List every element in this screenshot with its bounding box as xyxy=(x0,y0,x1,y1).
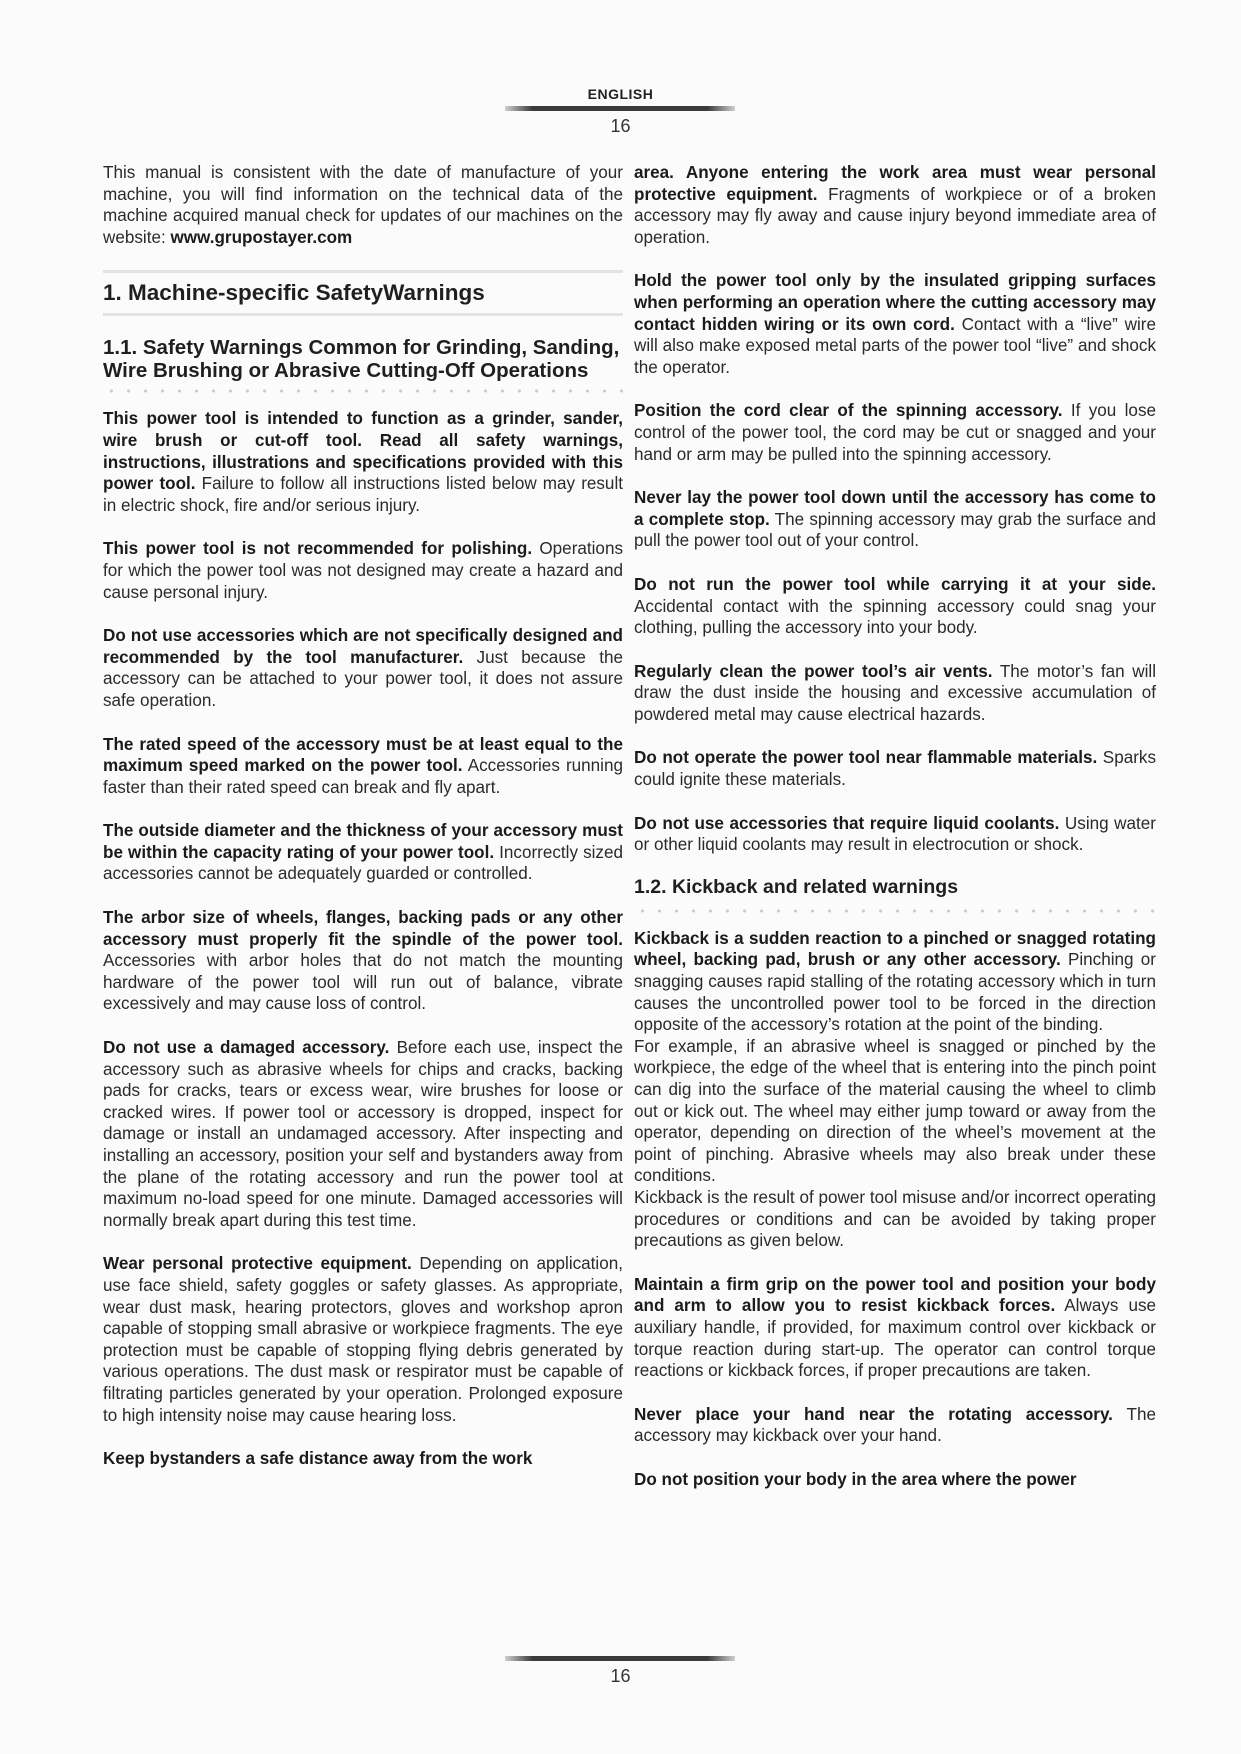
paragraph-bold: The arbor size of wheels, flanges, backing pads or any other accessory must properly fit the spindle of the power tool. xyxy=(103,908,623,949)
header-language-label: ENGLISH xyxy=(587,86,654,102)
paragraph-text: Accessories running faster than their rated speed can break and fly apart. xyxy=(103,756,623,797)
paragraph-bold: Do not position your body in the area where the power xyxy=(634,1469,1077,1489)
paragraph xyxy=(634,487,1156,552)
paragraph-text: Always use auxiliary handle, if provided, for maximum control over kickback or torque reaction during start-up. The operator can control torque reactions or kickback forces, if proper precautions are taken. xyxy=(634,1296,1157,1381)
website-link[interactable]: www.grupostayer.com xyxy=(170,227,353,247)
paragraph xyxy=(103,1448,623,1470)
paragraph xyxy=(103,538,623,603)
paragraph-text: Accessories with arbor holes that do not match the mounting hardware of the power tool will run out of balance, vibrate excessively and may cause loss of control. xyxy=(103,951,623,1014)
left-column xyxy=(103,162,623,1492)
paragraph-text: Pinching or snagging causes rapid stalling of the rotating accessory which in turn causes the uncontrolled power tool to be forced in the direction opposite of the accessory’s rotation at the point of the binding. xyxy=(634,950,1156,1035)
paragraph-bold: Kickback is a sudden reaction to a pinched or snagged rotating wheel, backing pad, brush or any other accessory. xyxy=(634,928,1156,970)
paragraph xyxy=(634,1036,1156,1187)
paragraph xyxy=(634,661,1156,726)
right-column xyxy=(634,162,1156,1513)
header-page-number: 16 xyxy=(610,116,631,136)
paragraph xyxy=(103,408,623,516)
paragraph-text: Sparks could ignite these materials. xyxy=(634,748,1156,790)
paragraph-text: Before each use, inspect the accessory such as abrasive wheels for chips and cracks, backing pads for cracks, tears or excess wear, wire brushes for loose or cracked wires. If power tool or accessory is dropped, inspect for damage or install an undamaged accessory. After inspecting and installing an accessory, position your self and bystanders away from the plane of the rotating accessory and run the power tool at maximum no-load speed for one minute. Damaged accessories will normally break apart during this test time. xyxy=(103,1038,623,1230)
header-divider xyxy=(505,106,735,111)
paragraph-text: Kickback is the result of power tool misuse and/or incorrect operating procedures or conditions and can be avoided by taking proper precautions as given below. xyxy=(634,1187,1156,1251)
paragraph xyxy=(103,625,623,711)
paragraph-text: For example, if an abrasive wheel is snagged or pinched by the workpiece, the edge of the wheel that is entering into the pinch point can dig into the surface of the material causing the wheel to climb out or kick out. The wheel may either jump toward or away from the operator, depending on direction of the wheel’s movement at the point of pinching. Abrasive wheels may also break under these conditions. xyxy=(634,1036,1156,1186)
paragraph-bold: Keep bystanders a safe distance away from the work xyxy=(103,1449,533,1469)
paragraph-bold: Wear personal protective equipment. xyxy=(103,1254,412,1274)
paragraph-text: Accidental contact with the spinning accessory could snag your clothing, pulling the accessory into your body. xyxy=(634,596,1156,638)
paragraph xyxy=(634,1404,1156,1447)
paragraph xyxy=(634,574,1156,639)
footer-divider xyxy=(505,1656,735,1661)
paragraph-text: Just because the accessory can be attached to your power tool, it does not assure safe operation. xyxy=(103,647,623,710)
paragraph-bold: Do not use accessories that require liquid coolants. xyxy=(634,813,1060,833)
paragraph xyxy=(634,270,1156,378)
paragraph-text: Contact with a “live” wire will also make exposed metal parts of the power tool “live” and shock the operator. xyxy=(634,314,1156,377)
paragraph-bold: Never lay the power tool down until the accessory has come to a complete stop. xyxy=(634,488,1156,529)
paragraph-bold: Maintain a firm grip on the power tool and position your body and arm to allow you to resist kickback forces. xyxy=(634,1274,1156,1316)
paragraph-bold: area. Anyone entering the work area must wear personal protective equipment. xyxy=(634,163,1156,204)
paragraph-bold: Do not use accessories which are not specifically designed and recommended by the tool manufacturer. xyxy=(103,626,623,667)
section-title: 1. Machine-specific SafetyWarnings xyxy=(103,270,623,316)
subsection-title xyxy=(103,336,623,394)
paragraph-bold: This power tool is intended to function as a grinder, sander, wire brush or cut-off tool. Read all safety warnings, instructions, illustrations and specifications provided with this power tool. xyxy=(103,409,623,494)
paragraph-text: Failure to follow all instructions listed below may result in electric shock, fire and/or serious injury. xyxy=(103,474,623,515)
paragraph xyxy=(634,1274,1156,1382)
paragraph-bold: Do not use a damaged accessory. xyxy=(103,1038,390,1058)
paragraph xyxy=(103,734,623,799)
paragraph-text: Operations for which the power tool was not designed may create a hazard and cause personal injury. xyxy=(103,539,623,602)
paragraph xyxy=(634,1469,1156,1491)
paragraph-text: The accessory may kickback over your hand. xyxy=(634,1404,1156,1446)
paragraph xyxy=(103,1037,623,1231)
paragraph-text: Incorrectly sized accessories cannot be adequately guarded or controlled. xyxy=(103,842,623,884)
paragraph-bold: Do not run the power tool while carrying it at your side. xyxy=(634,574,1156,594)
paragraph-bold: The rated speed of the accessory must be at least equal to the maximum speed marked on the power tool. xyxy=(103,734,623,776)
paragraph xyxy=(103,820,623,885)
paragraph xyxy=(634,1187,1156,1252)
paragraph xyxy=(103,907,623,1015)
paragraph-bold: Never place your hand near the rotating accessory. xyxy=(634,1404,1113,1424)
paragraph xyxy=(634,400,1156,465)
intro-text: This manual is consistent with the date of manufacture of your machine, you will find information on the technical data of the machine acquired manual check for updates of our machines on the website: xyxy=(103,163,623,247)
subsection-title xyxy=(634,876,1156,914)
paragraph-bold: Hold the power tool only by the insulated gripping surfaces when performing an operation where the cutting accessory may contact hidden wiring or its own cord. xyxy=(634,271,1156,334)
subsection-title-text: 1.2. Kickback and related warnings xyxy=(634,875,959,898)
paragraph-text: If you lose control of the power tool, the cord may be cut or snagged and your hand or arm may be pulled into the spinning accessory. xyxy=(634,401,1156,464)
paragraph xyxy=(634,747,1156,790)
paragraph-bold: Regularly clean the power tool’s air vents. xyxy=(634,661,993,681)
paragraph-bold: Position the cord clear of the spinning accessory. xyxy=(634,401,1063,421)
paragraph-text: Using water or other liquid coolants may result in electrocution or shock. xyxy=(634,813,1156,855)
paragraph xyxy=(103,1253,623,1426)
paragraph-bold: Do not operate the power tool near flammable materials. xyxy=(634,748,1098,768)
intro-paragraph xyxy=(103,162,623,248)
paragraph xyxy=(634,928,1156,1036)
paragraph xyxy=(634,162,1156,248)
paragraph-text: The motor’s fan will draw the dust inside the housing and excessive accumulation of powdered metal may cause electrical hazards. xyxy=(634,661,1156,724)
paragraph-text: Fragments of workpiece or of a broken accessory may fly away and cause injury beyond immediate area of operation. xyxy=(634,184,1156,247)
paragraph-text: Depending on application, use face shield, safety goggles or safety glasses. As appropriate, wear dust mask, hearing protectors, gloves and workshop apron capable of stopping small abrasive or workpiece fragments. The eye protection must be capable of stopping flying debris generated by various operations. The dust mask or respirator must be capable of filtrating particles generated by your operation. Prolonged exposure to high intensity noise may cause hearing loss. xyxy=(103,1254,623,1425)
paragraph xyxy=(634,813,1156,856)
paragraph-bold: The outside diameter and the thickness of your accessory must be within the capacity rating of your power tool. xyxy=(103,821,623,862)
footer-page-number: 16 xyxy=(610,1666,631,1686)
subsection-title-text: 1.1. Safety Warnings Common for Grinding, Sanding, Wire Brushing or Abrasive Cutting-Off Operations xyxy=(103,336,620,383)
paragraph-bold: This power tool is not recommended for polishing. xyxy=(103,539,533,559)
paragraph-text: The spinning accessory may grab the surface and pull the power tool out of your control. xyxy=(634,509,1156,551)
